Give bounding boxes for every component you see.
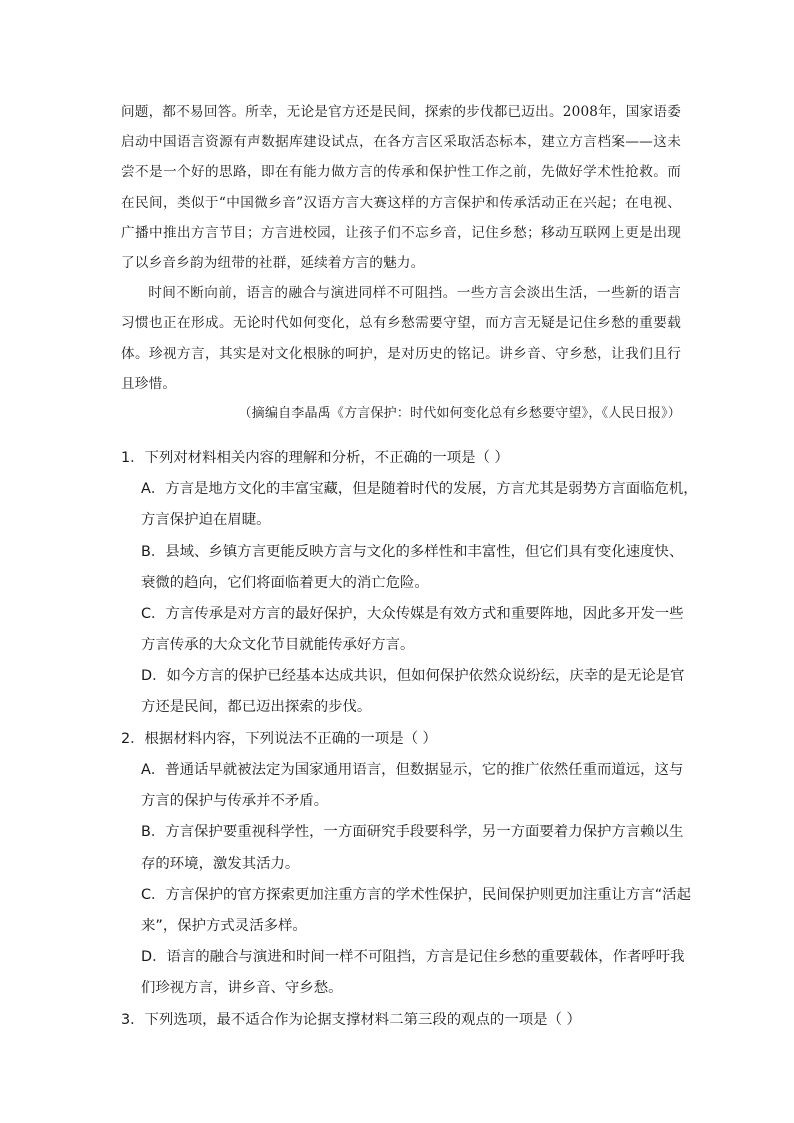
question-1-option-d: D．如今方言的保护已经基本达成共识，但如何保护依然众说纷纭，庆幸的是无论是官 [141, 668, 685, 684]
question-1-option-a-cont: 方言保护迫在眉睫。 [141, 512, 271, 528]
question-1-option-b-cont: 衰微的趋向，它们将面临着更大的消亡危险。 [141, 575, 429, 591]
question-3-stem: 3．下列选项，最不适合作为论据支撑材料二第三段的观点的一项是（ ） [121, 1012, 581, 1028]
question-2-option-a: A．普通话早就被法定为国家通用语言，但数据显示，它的推广依然任重而道远，这与 [141, 762, 684, 778]
question-1-option-c: C．方言传承是对方言的最好保护，大众传媒是有效方式和重要阵地，因此多开发一些 [141, 606, 684, 622]
question-2-option-c: C．方言保护的官方探索更加注重方言的学术性保护，民间保护则更加注重让方言“活起 [141, 887, 691, 903]
question-1-stem: 1．下列对材料相关内容的理解和分析，不正确的一项是（ ） [121, 450, 509, 466]
passage-paragraph-1: 问题，都不易回答。所幸，无论是官方还是民间，探索的步伐都已迈出。2008年，国家语委启动中国语言资源有声数据库建设试点，在各方言区采取活态标本，建立方言档案——这未尝不是一个好的思路，即在有能力做方言的传承和保护性工作之前，先做好学术性抢救。而在民间，类似于“中国微乡音”汉语方言大赛这样的方言保护和传承活动正在兴起；在电视、广播中推出方言节目；方言进校园，让孩子们不忘乡音，记住乡愁；移动互联网上更是出现了以乡音乡韵为纽带的社群，延续着方言的魅力。 [121, 104, 681, 272]
question-1-option-d-cont: 方还是民间，都已迈出探索的步伐。 [141, 699, 372, 715]
question-2-option-d-cont: 们珍视方言，讲乡音、守乡愁。 [141, 980, 343, 996]
question-2-option-d: D．语言的融合与演进和时间一样不可阻挡，方言是记住乡愁的重要载体，作者呼吁我 [141, 949, 685, 965]
passage-source-citation: （摘编自李晶禹《方言保护：时代如何变化总有乡愁要守望》，《人民日报》） [238, 406, 681, 422]
question-2-option-b: B．方言保护要重视科学性，一方面研究手段要科学，另一方面要着力保护方言赖以生 [141, 824, 684, 840]
question-1-option-c-cont: 方言传承的大众文化节目就能传承好方言。 [141, 637, 415, 653]
question-1-option-b: B．县域、乡镇方言更能反映方言与文化的多样性和丰富性，但它们具有变化速度快、 [141, 544, 684, 560]
question-2-option-b-cont: 存的环境，激发其活力。 [141, 856, 300, 872]
question-2-stem: 2．根据材料内容，下列说法不正确的一项是（ ） [121, 731, 437, 747]
question-2-option-c-cont: 来”，保护方式灵活多样。 [141, 918, 307, 934]
passage-paragraph-2: 时间不断向前，语言的融合与演进同样不可阻挡。一些方言会淡出生活，一些新的语言习惯也正在形成。无论时代如何变化，总有乡愁需要守望，而方言无疑是记住乡愁的重要载体。珍视方言，其实是对文化根脉的呵护，是对历史的铭记。讲乡音、守乡愁，让我们且行且珍惜。 [121, 285, 681, 392]
question-1-option-a: A．方言是地方文化的丰富宝藏，但是随着时代的发展，方言尤其是弱势方言面临危机， [141, 481, 698, 497]
question-2-option-a-cont: 方言的保护与传承并不矛盾。 [141, 793, 329, 809]
reading-passage [121, 97, 681, 429]
